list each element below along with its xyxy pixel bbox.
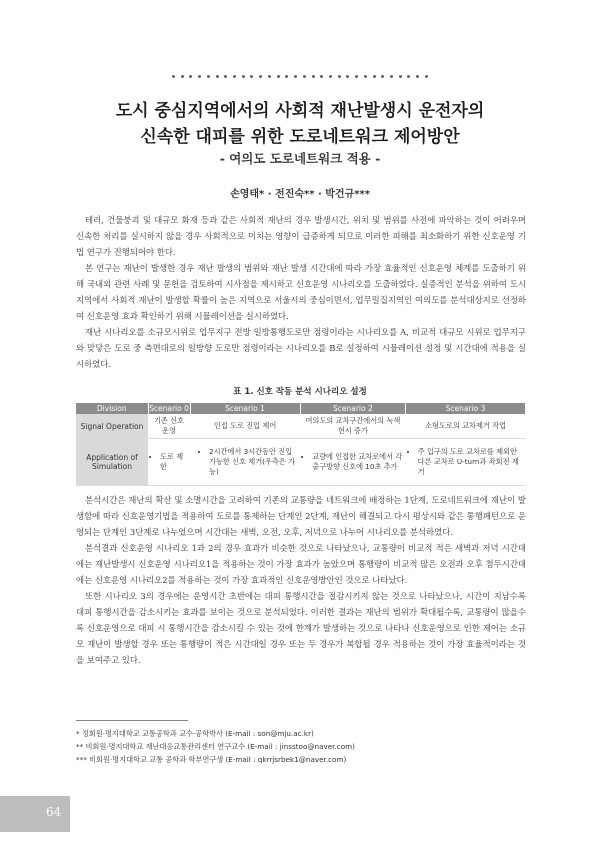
footnote-author-1: * 정회원·명지대학교 교통공학과 교수·공학박사 (E-mail : son@mju.ac.kr) [76,729,314,738]
results-section [76,492,526,668]
page-number: 64 [46,805,62,819]
article-title-line-2: 신속한 대피를 위한 도로네트워크 제어방안 [140,127,460,147]
decorative-dot-divider [172,71,428,81]
signal-operation-scenario-1: 인접 도로 진입 제어 [190,414,300,439]
row-head-application: Application of Simulation [76,439,148,486]
signal-operation-scenario-3: 소형도로의 교차제거 작업 [406,414,526,439]
signal-operation-scenario-2: 여의도의 교차구간에서의 녹색현시 증가 [300,414,405,439]
table-header-scenario-0: Scenario 0 [149,404,189,413]
footnote-author-2: ** 비회원·명지대학교 재난대응교통관리센터 연구교수 (E-mail : jinsstoo@naver.com) [76,742,355,751]
table-row-application [76,439,526,486]
application-scenario-3-text: • 주 입구의 도로 교차로를 제외한 다른 교차로 U-turn과 좌회전 제거 [418,447,523,477]
results-paragraph-3: 또한 시나리오 3의 경우에는 운영시간 초반에는 대피 통행시간을 절감시키지 않는 것으로 나타났으나, 시간이 지남수록 대피 통행시간을 감소시키는 효과를 보이는 것으로 분석되었다. 이러한 결과는 재난의 범위가 확대될수록, 교통량이 많을수록 신호운영으로 대피 시 통행시간을 감소시킬 수 있는 것에 한계가 발생하는 것으로 나타나 신호운영으로 인한 제어는 소규모 재난이 발생할 경우 또는 통행량이 적은 시간대일 경우 또는 두 경우가 복합될 경우 적용하는 것이 가장 효율적이라는 것을 보여주고 있다. [76,591,526,665]
application-scenario-0-text: • 도로 제한 [160,452,187,472]
row-head-signal-operation: Signal Operation [76,414,148,439]
results-paragraph-2: 분석결과 신호운영 시나리오 1과 2의 경우 효과가 비슷한 것으로 나타났으나, 교통량이 비교적 적은 새벽과 저녁 시간대에는 재난발생시 신호운영 시나리오1을 적용하는 것이 가장 효과가 높았으며 통행량이 비교적 많은 오전과 오후 첨두시간대에는 신호운영 시나리오2를 적용하는 것이 가장 효과적인 신호운영방안인 것으로 나타났다. [76,543,526,585]
table-header-division: Division [76,403,148,414]
table-caption: 표 1. 신호 작동 분석 시나리오 설정 [233,387,367,397]
article-subtitle: - 여의도 도로네트워크 적용 - [219,151,381,166]
abstract-section [76,212,526,372]
footnotes [76,727,536,766]
application-scenario-3 [406,439,526,486]
application-scenario-2 [300,439,405,486]
footnote-divider [76,720,188,721]
article-authors: 손영태* · 전진숙** · 박건규*** [230,189,370,200]
scenario-table [76,403,526,486]
table-header-scenario-2: Scenario 2 [300,403,405,414]
table-header-row [76,403,526,414]
table-header-scenario-1: Scenario 1 [190,403,300,414]
article-title-line-1: 도시 중심지역에서의 사회적 재난발생시 운전자의 [115,101,485,121]
table-row-signal-operation [76,414,526,439]
application-scenario-1-text: • 2시간에서 3시간동안 진입 가능한 신호 제거(우측은 가능) [209,447,297,477]
abstract-paragraph-3: 재난 시나리오를 소규모시위로 업무지구 전방 일방통행도로만 점령이라는 시나리오를 A, 비교적 대규모 시위로 업무지구와 맞닿은 도로 중 측면대로의 일방향 도로만 점령이라는 시나리오를 B로 설정하여 시뮬레이션 설정 및 시간대에 적용을 실시하였다. [76,327,526,369]
application-scenario-2-text: • 교량에 인접한 교차로에서 각 출구방향 신호에 10초 추가 [312,452,402,472]
table-header-scenario-3: Scenario 3 [406,403,526,414]
footnote-author-3: *** 비회원·명지대학교 교통 공학과 학부연구생 (E-mail : qkrrjsrbek1@naver.com) [76,755,347,764]
abstract-paragraph-2: 본 연구는 재난이 발생한 경우 재난 발생의 범위와 재난 발생 시간대에 따라 가장 효율적인 신호운영 체계를 도출하기 위해 국내외 관련 사례 및 문헌을 검토하여 시사점을 제시하고 신호운영 시나리오를 도출하였다. 실증적인 분석을 위하여 도시지역에서 사회적 재난이 발생할 확률이 높은 지역으로 서울시의 중심이면서, 업무밀집지역인 여의도를 분석대상지로 선정하여 신호운영 효과 확인하기 위해 시뮬레이션을 실시하였다. [76,263,526,321]
results-paragraph-1: 분석시간은 재난의 확산 및 소멸시간을 고려하여 기존의 교통량을 네트워크에 배정하는 1단계, 도로네트워크에 재난이 발생함에 따라 신호운영기법을 적용하여 도로를 통제하는 단계인 2단계, 재난이 해결되고 다시 평상시와 같은 통행패턴으로 운영되는 단계인 3단계로 나누었으며 시간대는 새벽, 오전, 오후, 저녁으로 나누어 시나리오를 분석하였다. [76,495,526,537]
abstract-paragraph-1: 테러, 건물붕괴 및 대규모 화재 등과 같은 사회적 재난의 경우 발생시간, 위치 및 범위를 사전에 파악하는 것이 어려우며 신속한 처리를 실시하지 않을 경우 사회적으로 미치는 영향이 급증하게 되므로 이러한 피해를 최소화하기 위한 신호운영 기법 연구가 진행되어야 한다. [76,215,526,257]
application-scenario-1 [190,439,300,486]
signal-operation-scenario-0: 기존 신호 운영 [148,414,190,439]
application-scenario-0 [148,439,190,486]
